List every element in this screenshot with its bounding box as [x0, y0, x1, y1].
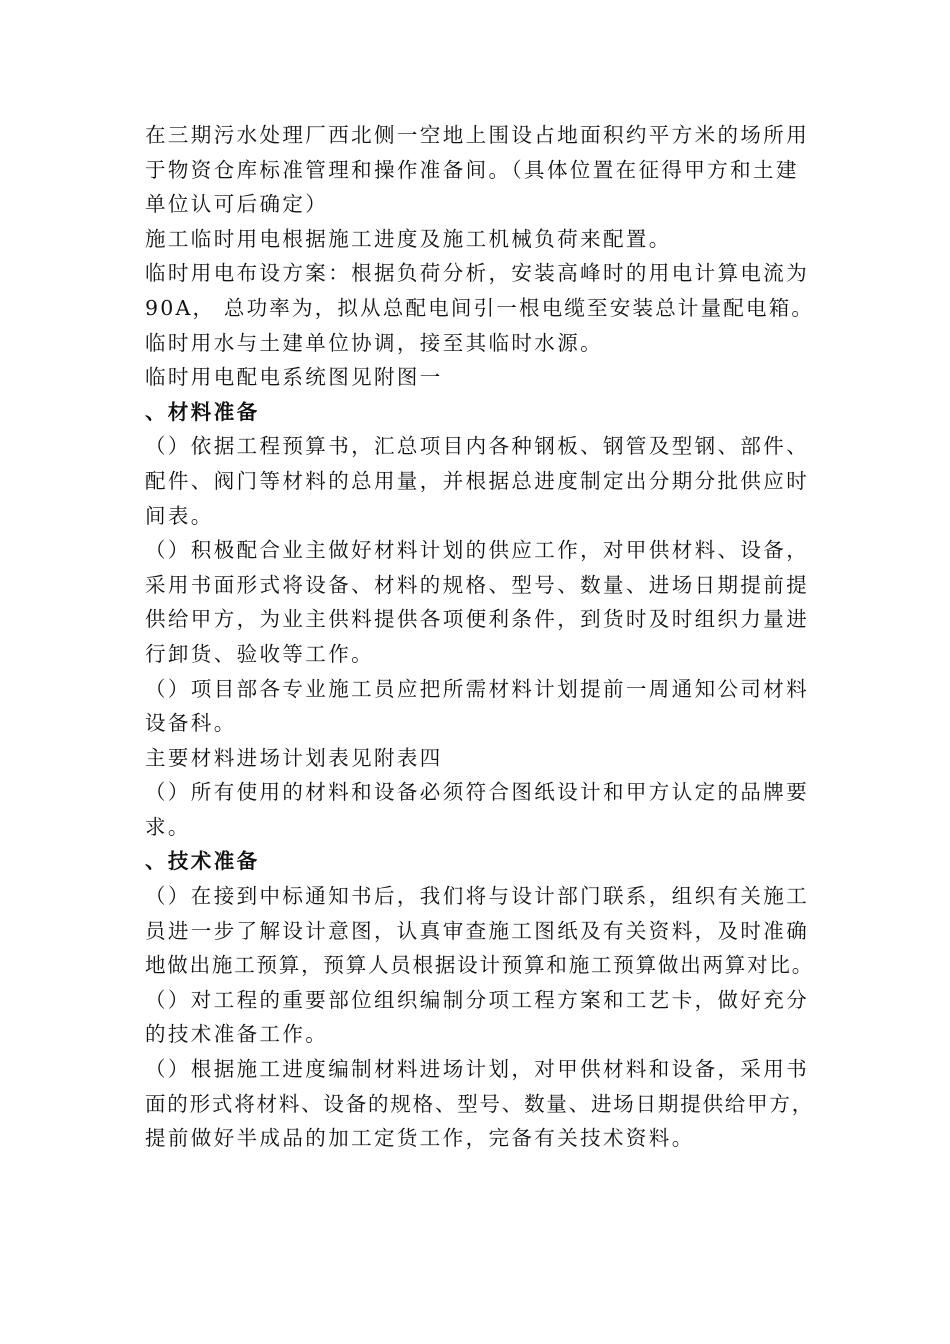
paragraph-line: 供给甲方，为业主供料提供各项便利条件，到货时及时组织力量进 [145, 607, 810, 632]
paragraph-line: 90A， 总功率为，拟从总配电间引一根电缆至安装总计量配电箱。 [145, 295, 815, 320]
paragraph-line: 员进一步了解设计意图，认真审查施工图纸及有关资料，及时准确 [145, 918, 810, 943]
paragraph-line: （）对工程的重要部位组织编制分项工程方案和工艺卡，做好充分 [145, 987, 810, 1012]
paragraph-line: 地做出施工预算，预算人员根据设计预算和施工预算做出两算对比。 [145, 953, 814, 978]
paragraph-line: 配件、阀门等材料的总用量，并根据总进度制定出分期分批供应时 [145, 468, 810, 493]
section-heading-materials: 、材料准备 [145, 399, 260, 424]
paragraph-line: （）依据工程预算书，汇总项目内各种钢板、钢管及型钢、部件、 [145, 434, 810, 459]
paragraph-line: 面的形式将材料、设备的规格、型号、数量、进场日期提供给甲方， [145, 1091, 814, 1116]
paragraph-line: 的技术准备工作。 [145, 1022, 329, 1047]
paragraph-line: 临时用水与土建单位协调，接至其临时水源。 [145, 330, 603, 355]
paragraph-line: 于物资仓库标准管理和操作准备间。（具体位置在征得甲方和土建 [145, 157, 799, 182]
paragraph-line: （）根据施工进度编制材料进场计划，对甲供材料和设备，采用书 [145, 1057, 810, 1082]
section-heading-technical: 、技术准备 [145, 849, 260, 874]
paragraph-line: 间表。 [145, 503, 214, 528]
paragraph-line: （）项目部各专业施工员应把所需材料计划提前一周通知公司材料 [145, 676, 810, 701]
paragraph-line: 采用书面形式将设备、材料的规格、型号、数量、进场日期提前提 [145, 572, 810, 597]
paragraph-line: 求。 [145, 814, 191, 839]
paragraph-line: 提前做好半成品的加工定货工作，完备有关技术资料。 [145, 1126, 695, 1151]
paragraph-line: （）在接到中标通知书后，我们将与设计部门联系，组织有关施工 [145, 884, 810, 909]
document-body [145, 118, 815, 1156]
paragraph-line: 临时用电布设方案：根据负荷分析，安装高峰时的用电计算电流为 [145, 261, 810, 286]
paragraph-line: 单位认可后确定） [145, 192, 329, 217]
paragraph-line: 在三期污水处理厂西北侧一空地上围设占地面积约平方米的场所用 [145, 123, 810, 147]
paragraph-line: 施工临时用电根据施工进度及施工机械负荷来配置。 [145, 226, 672, 251]
paragraph-line: （）积极配合业主做好材料计划的供应工作，对甲供材料、设备， [145, 538, 810, 563]
paragraph-line: 主要材料进场计划表见附表四 [145, 745, 443, 770]
paragraph-line: 设备科。 [145, 711, 237, 736]
paragraph-line: （）所有使用的材料和设备必须符合图纸设计和甲方认定的品牌要 [145, 780, 810, 805]
paragraph-line: 临时用电配电系统图见附图一 [145, 365, 443, 390]
paragraph-line: 行卸货、验收等工作。 [145, 641, 374, 666]
